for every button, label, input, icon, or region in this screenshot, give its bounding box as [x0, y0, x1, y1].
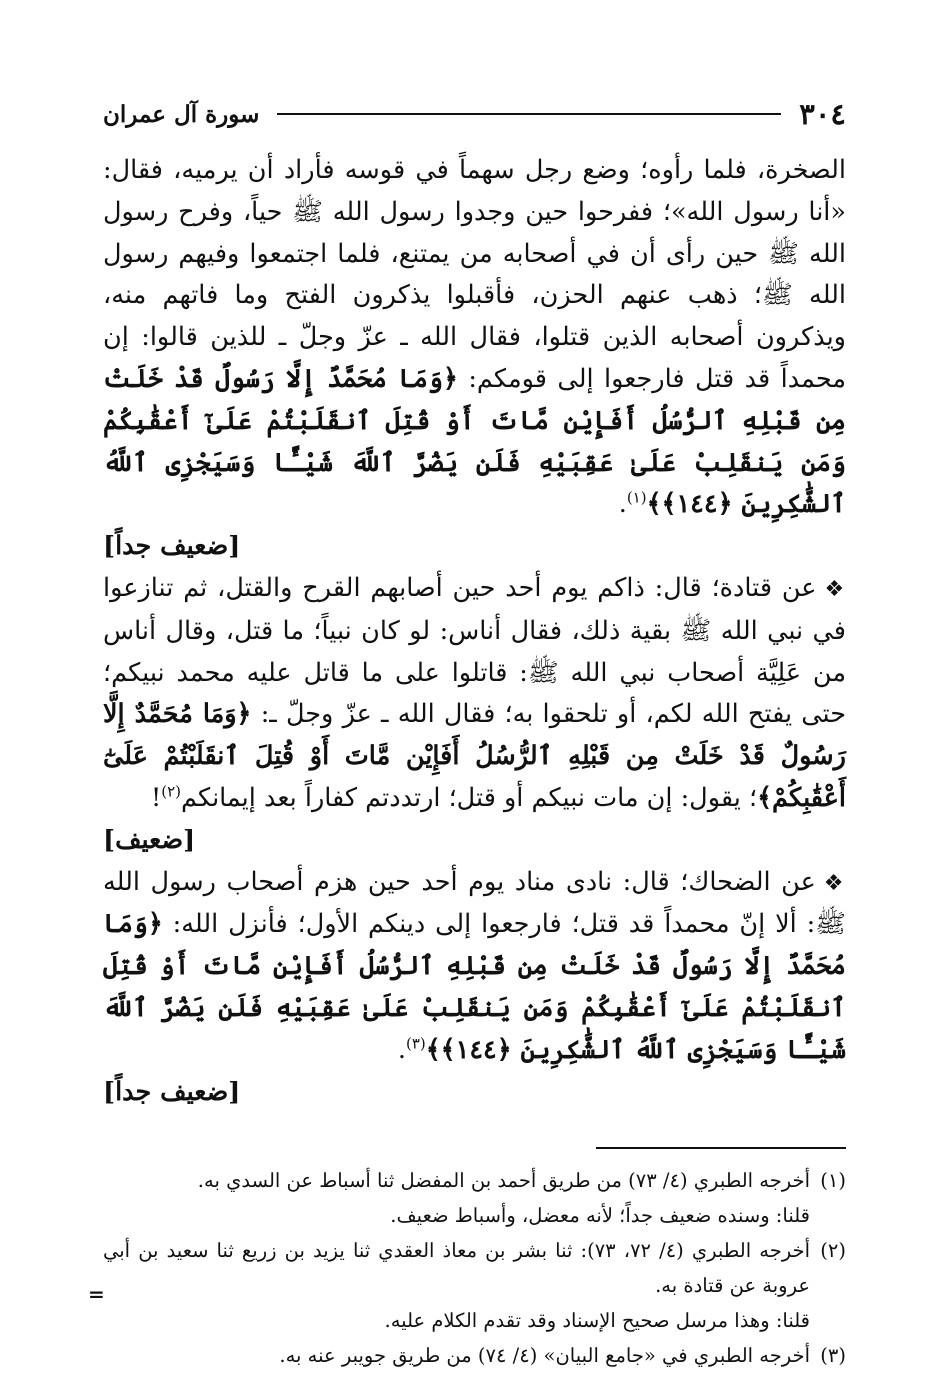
footnote-divider [596, 1147, 846, 1149]
hadith-grade: [ضعيف] [103, 824, 196, 855]
paragraph-text: الصخرة، فلما رأوه؛ وضع رجل سهماً في قوسه فأراد أن يرميه، فقال: «أنا رسول الله»؛ ففرحوا حين وجدوا رسول الله ﷺ حياً، وفرح رسول الله ﷺ حين رأى أن في أصحابه من يمتنع، فلما اجتمعوا وفيهم رسول الله ﷺ؛ ذهب عنهم الحزن، فأقبلوا يذكرون الفتح وما فاتهم منه، ويذكرون أصحابه الذين قتلوا، فقال الله ـ عزّ وجلّ ـ للذين قالوا: إن محمداً قد قتل فارجعوا إلى قومكم: [103, 155, 847, 394]
bullet-icon: ❖ [824, 576, 846, 602]
grade-line [103, 526, 846, 568]
footnote-line: قلنا: وهذا مرسل صحيح الإسناد وقد تقدم الكلام عليه. [384, 1309, 810, 1333]
footnote-1 [103, 1163, 846, 1233]
footnote-reference[interactable]: (٣) [405, 1034, 426, 1053]
running-title: سورة آل عمران [103, 100, 260, 128]
grade-line [103, 820, 846, 862]
footnote-number: (٣) [820, 1344, 846, 1368]
hadith-grade: [ضعيف جداً] [103, 531, 241, 562]
page-header [103, 88, 846, 140]
paragraph-tail: . [618, 489, 627, 520]
paragraph-text: عن قتادة؛ قال: ذاكم يوم أحد حين أصابهم القرح والقتل، ثم تنازعوا في نبي الله ﷺ بقية ذلك، فقال أناس: لو كان نبياً؛ ما قتل، وقال أناس من عَلِيَّة أصحاب نبي الله ﷺ: قاتلوا على ما قاتل عليه محمد نبيكم؛ حتى يفتح الله لكم، أو تلحقوا به؛ فقال الله ـ عزّ وجلّ ـ: [103, 572, 846, 730]
paragraph-text-continued: ؛ يقول: إن مات نبيكم أو قتل؛ ارتددتم كفاراً بعد إيمانكم [181, 782, 758, 813]
paragraph-tail: ! [150, 782, 162, 813]
footnote-reference[interactable]: (٢) [161, 782, 182, 801]
hadith-grade: [ضعيف جداً] [103, 1076, 241, 1107]
footnote-2 [103, 1233, 846, 1338]
footnote-number: (٢) [820, 1239, 846, 1263]
bullet-icon: ❖ [823, 870, 846, 896]
paragraph-3 [103, 862, 846, 1072]
footnote-line: قلنا: وسنده ضعيف جداً؛ لأنه معضل، وأسباط ضعيف. [390, 1204, 810, 1228]
footnote-line: أخرجه الطبري (٤/ ٧٢، ٧٣): ثنا بشر بن معاذ العقدي ثنا يزيد بن زريع ثنا سعيد بن أبي عروبة عن قتادة به. [103, 1239, 810, 1298]
paragraph-tail: . [397, 1034, 406, 1065]
paragraph-text: عن الضحاك؛ قال: نادى مناد يوم أحد حين هزم أصحاب رسول الله ﷺ: ألا إنّ محمداً قد قتل؛ فارجعوا إلى دينكم الأول؛ فأنزل الله: [103, 866, 846, 940]
header-rule [277, 113, 781, 115]
footnote-line: أخرجه الطبري (٤/ ٧٣) من طريق أحمد بن المفضل ثنا أسباط عن السدي به. [197, 1169, 810, 1193]
quran-verse: ﴿وَمَا مُحَمَّدٌ إِلَّا رَسُولٌ قَدْ خَلَتْ مِن قَبْلِهِ ٱلرُّسُلُ أَفَإِيْن مَّاتَ أَوْ قُتِلَ ٱنقَلَبْتُمْ عَلَىٰٓ أَعْقَٰبِكُمْ وَمَن يَنقَلِبْ عَلَىٰ عَقِبَيْهِ فَلَن يَضُرَّ ٱللَّهَ شَيْـًٔا وَسَيَجْزِى ٱللَّهُ ٱلشَّٰكِرِينَ ﴿١٤٤﴾﴾ [103, 909, 846, 1065]
paragraph-1 [103, 150, 846, 526]
footnote-3 [103, 1338, 846, 1373]
footnotes [103, 1163, 846, 1373]
grade-line [103, 1072, 846, 1114]
main-text [103, 150, 846, 1113]
footnote-reference[interactable]: (١) [626, 488, 647, 507]
quran-verse: ﴿وَمَا مُحَمَّدٌ إِلَّا رَسُولٌ قَدْ خَلَتْ مِن قَبْلِهِ ٱلرُّسُلُ أَفَإِيْن مَّاتَ أَوْ قُتِلَ ٱنقَلَبْتُمْ عَلَىٰٓ أَعْقَٰبِكُمْ وَمَن يَنقَلِبْ عَلَىٰ عَقِبَيْهِ فَلَن يَضُرَّ ٱللَّهَ شَيْـًٔا وَسَيَجْزِى ٱللَّهُ ٱلشَّٰكِرِينَ ﴿١٤٤﴾﴾ [103, 363, 846, 520]
footnote-line: أخرجه الطبري في «جامع البيان» (٤/ ٧٤) من طريق جويبر عنه به. [279, 1344, 810, 1368]
quran-verse: ﴿وَمَا مُحَمَّدٌ إِلَّا رَسُولٌ قَدْ خَلَتْ مِن قَبْلِهِ ٱلرُّسُلُ أَفَإِيْن مَّاتَ أَوْ قُتِلَ ٱنقَلَبْتُمْ عَلَىٰٓ أَعْقَٰبِكُمْ﴾ [103, 699, 846, 813]
paragraph-2 [103, 568, 846, 820]
continuation-mark: = [88, 1282, 105, 1306]
footnote-number: (١) [820, 1169, 846, 1193]
page-number: ٣٠٤ [799, 97, 846, 131]
